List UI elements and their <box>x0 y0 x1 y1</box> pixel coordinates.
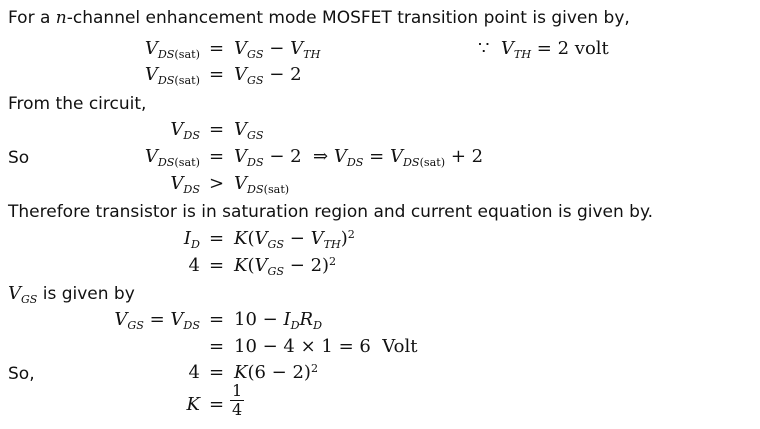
eq4-lhs: $V_{DS(sat)}$ <box>144 146 200 169</box>
eq6-lhs: $I_D$ <box>183 228 200 251</box>
eq11-rel: = <box>209 394 225 415</box>
eq7-rhs: $K(V_{GS} - 2)^2$ <box>234 255 337 279</box>
eq11-fraction <box>230 383 244 418</box>
eq4-rhs: $V_{DS} - 2$ ⇒ $V_{DS} = V_{DS(sat)} + 2$ <box>234 146 484 169</box>
so2-label: So, <box>8 364 35 384</box>
eq1-rhs: $V_{GS} - V_{TH}$ <box>234 38 321 61</box>
therefore-text: Therefore transistor is in saturation region and current equation is given by. <box>8 202 653 222</box>
eq5-rhs: $V_{DS(sat)}$ <box>234 173 290 196</box>
fraction-numerator: 1 <box>232 381 243 400</box>
eq1-lhs: $V_{DS(sat)}$ <box>144 38 200 61</box>
eq7-rel: = <box>209 255 225 276</box>
eq9-rhs: 10 − 4 × 1 = 6 Volt <box>234 336 418 357</box>
eq8-rhs: $10 - I_DR_D$ <box>234 309 323 332</box>
eq10-rel: = <box>209 362 225 383</box>
eq7-lhs: 4 <box>188 255 200 276</box>
eq8-lhs: $V_{GS} = V_{DS}$ <box>114 309 200 332</box>
because-note: ∵ $V_{TH} = 2$ volt <box>478 38 609 61</box>
eq2-lhs: $V_{DS(sat)}$ <box>144 64 200 87</box>
eq6-rhs: $K(V_{GS} - V_{TH})^2$ <box>234 228 355 252</box>
eq10-rhs: $K(6 - 2)^2$ <box>234 362 319 384</box>
vgs-given-text: $V_{GS}$ is given by <box>8 283 135 306</box>
eq2-rhs: $V_{GS} - 2$ <box>234 64 302 87</box>
eq1-rel: = <box>209 38 225 59</box>
from-circuit-text: From the circuit, <box>8 94 147 114</box>
eq5-lhs: $V_{DS}$ <box>170 173 200 196</box>
eq3-rel: = <box>209 119 225 140</box>
intro-text: For a n-channel enhancement mode MOSFET transition point is given by, <box>8 8 630 28</box>
eq4-rel: = <box>209 146 225 167</box>
eq5-rel: > <box>209 173 225 194</box>
eq8-rel: = <box>209 309 225 330</box>
eq10-lhs: 4 <box>188 362 200 383</box>
eq2-rel: = <box>209 64 225 85</box>
eq11-lhs: K <box>186 394 200 415</box>
eq3-lhs: $V_{DS}$ <box>170 119 200 142</box>
so-label: So <box>8 148 30 168</box>
fraction-denominator: 4 <box>232 400 243 419</box>
eq9-rel: = <box>209 336 225 357</box>
eq6-rel: = <box>209 228 225 249</box>
eq3-rhs: $V_{GS}$ <box>234 119 264 142</box>
